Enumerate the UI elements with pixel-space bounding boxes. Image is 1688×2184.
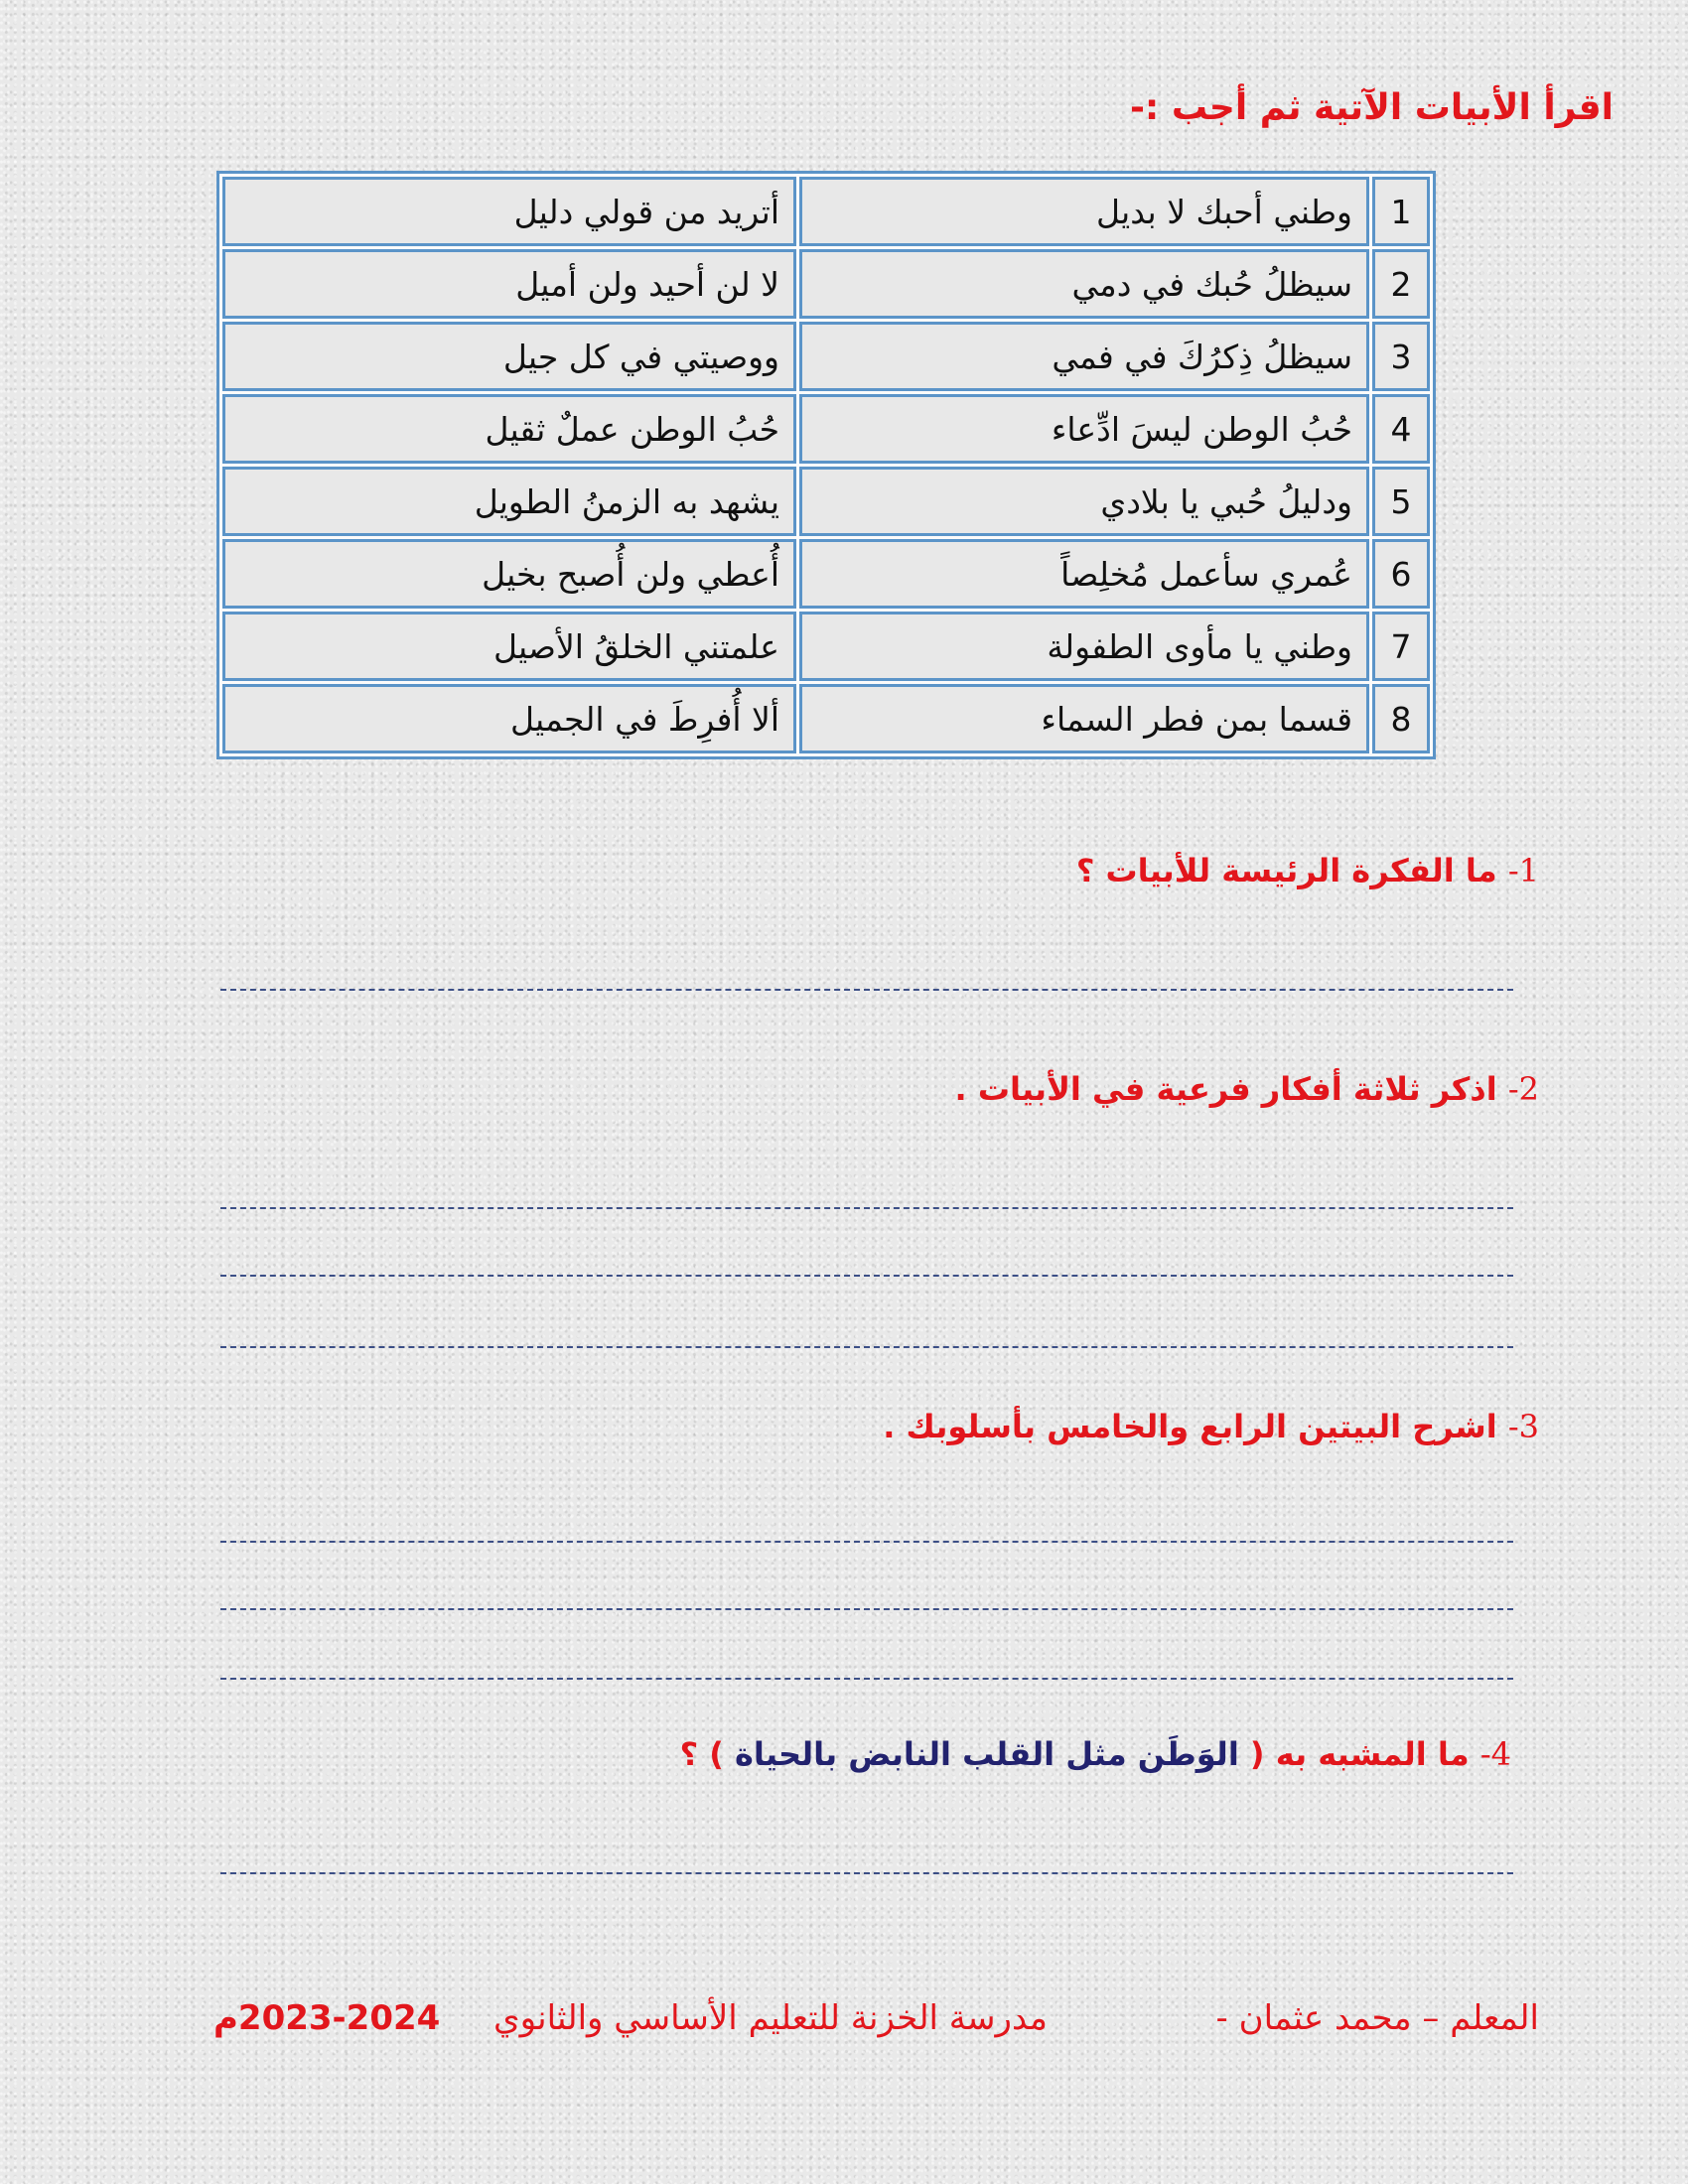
question-number: 1- bbox=[1507, 852, 1539, 889]
question-number: 2- bbox=[1507, 1070, 1539, 1108]
verse-number: 5 bbox=[1372, 467, 1430, 536]
question-4 bbox=[680, 1735, 1511, 1773]
table-row bbox=[222, 684, 1430, 753]
verse-first-half: عُمري سأعمل مُخلِصاً bbox=[799, 539, 1369, 609]
table-row bbox=[222, 467, 1430, 536]
answer-line[interactable] bbox=[220, 1346, 1513, 1348]
verse-first-half: ودليلُ حُبي يا بلادي bbox=[799, 467, 1369, 536]
verse-second-half: يشهد به الزمنُ الطويل bbox=[222, 467, 796, 536]
footer-year: 2023-2024م bbox=[213, 1998, 441, 2038]
verse-first-half: سيظلُ ذِكرُكَ في فمي bbox=[799, 322, 1369, 391]
question-suffix: ) ؟ bbox=[679, 1735, 724, 1773]
verse-number: 4 bbox=[1372, 394, 1430, 464]
question-text: ما المشبه به ( bbox=[1249, 1735, 1470, 1773]
verse-first-half: حُبُ الوطن ليسَ ادِّعاء bbox=[799, 394, 1369, 464]
verse-second-half: أُعطي ولن أُصبح بخيل bbox=[222, 539, 796, 609]
answer-line[interactable] bbox=[220, 1275, 1513, 1277]
question-text: اذكر ثلاثة أفكار فرعية في الأبيات . bbox=[954, 1070, 1497, 1108]
table-row bbox=[222, 539, 1430, 609]
footer-school: مدرسة الخزنة للتعليم الأساسي والثانوي bbox=[492, 1998, 1048, 2038]
question-number: 4- bbox=[1479, 1735, 1511, 1773]
verse-second-half: ألا أُفرِطَ في الجميل bbox=[222, 684, 796, 753]
verse-number: 2 bbox=[1372, 249, 1430, 319]
verse-first-half: وطني يا مأوى الطفولة bbox=[799, 612, 1369, 681]
verse-first-half: قسما بمن فطر السماء bbox=[799, 684, 1369, 753]
table-row bbox=[222, 177, 1430, 246]
verse-number: 7 bbox=[1372, 612, 1430, 681]
footer-teacher: المعلم – محمد عثمان - bbox=[1215, 1998, 1539, 2038]
verse-number: 8 bbox=[1372, 684, 1430, 753]
question-2 bbox=[955, 1070, 1539, 1108]
question-number: 3- bbox=[1507, 1408, 1539, 1445]
verse-second-half: حُبُ الوطن عملٌ ثقيل bbox=[222, 394, 796, 464]
answer-line[interactable] bbox=[220, 1541, 1513, 1543]
verse-number: 6 bbox=[1372, 539, 1430, 609]
verse-second-half: أتريد من قولي دليل bbox=[222, 177, 796, 246]
verse-second-half: علمتني الخلقُ الأصيل bbox=[222, 612, 796, 681]
table-row bbox=[222, 394, 1430, 464]
verse-second-half: لا لن أحيد ولن أميل bbox=[222, 249, 796, 319]
table-row bbox=[222, 249, 1430, 319]
question-text: اشرح البيتين الرابع والخامس بأسلوبك . bbox=[883, 1408, 1497, 1445]
poem-table bbox=[216, 171, 1436, 759]
verse-first-half: وطني أحبك لا بديل bbox=[799, 177, 1369, 246]
question-text: ما الفكرة الرئيسة للأبيات ؟ bbox=[1075, 852, 1497, 889]
answer-line[interactable] bbox=[220, 1872, 1513, 1874]
answer-line[interactable] bbox=[220, 1207, 1513, 1209]
verse-number: 1 bbox=[1372, 177, 1430, 246]
answer-line[interactable] bbox=[220, 1678, 1513, 1680]
page-title: اقرأ الأبيات الآتية ثم أجب :- bbox=[1129, 87, 1614, 128]
answer-line[interactable] bbox=[220, 989, 1513, 991]
question-1 bbox=[1076, 852, 1539, 889]
question-3 bbox=[883, 1408, 1539, 1445]
verse-number: 3 bbox=[1372, 322, 1430, 391]
verse-second-half: ووصيتي في كل جيل bbox=[222, 322, 796, 391]
table-row bbox=[222, 322, 1430, 391]
answer-line[interactable] bbox=[220, 1608, 1513, 1610]
table-row bbox=[222, 612, 1430, 681]
question-quote: الوَطَن مثل القلب النابض بالحياة bbox=[735, 1735, 1239, 1773]
verse-first-half: سيظلُ حُبك في دمي bbox=[799, 249, 1369, 319]
